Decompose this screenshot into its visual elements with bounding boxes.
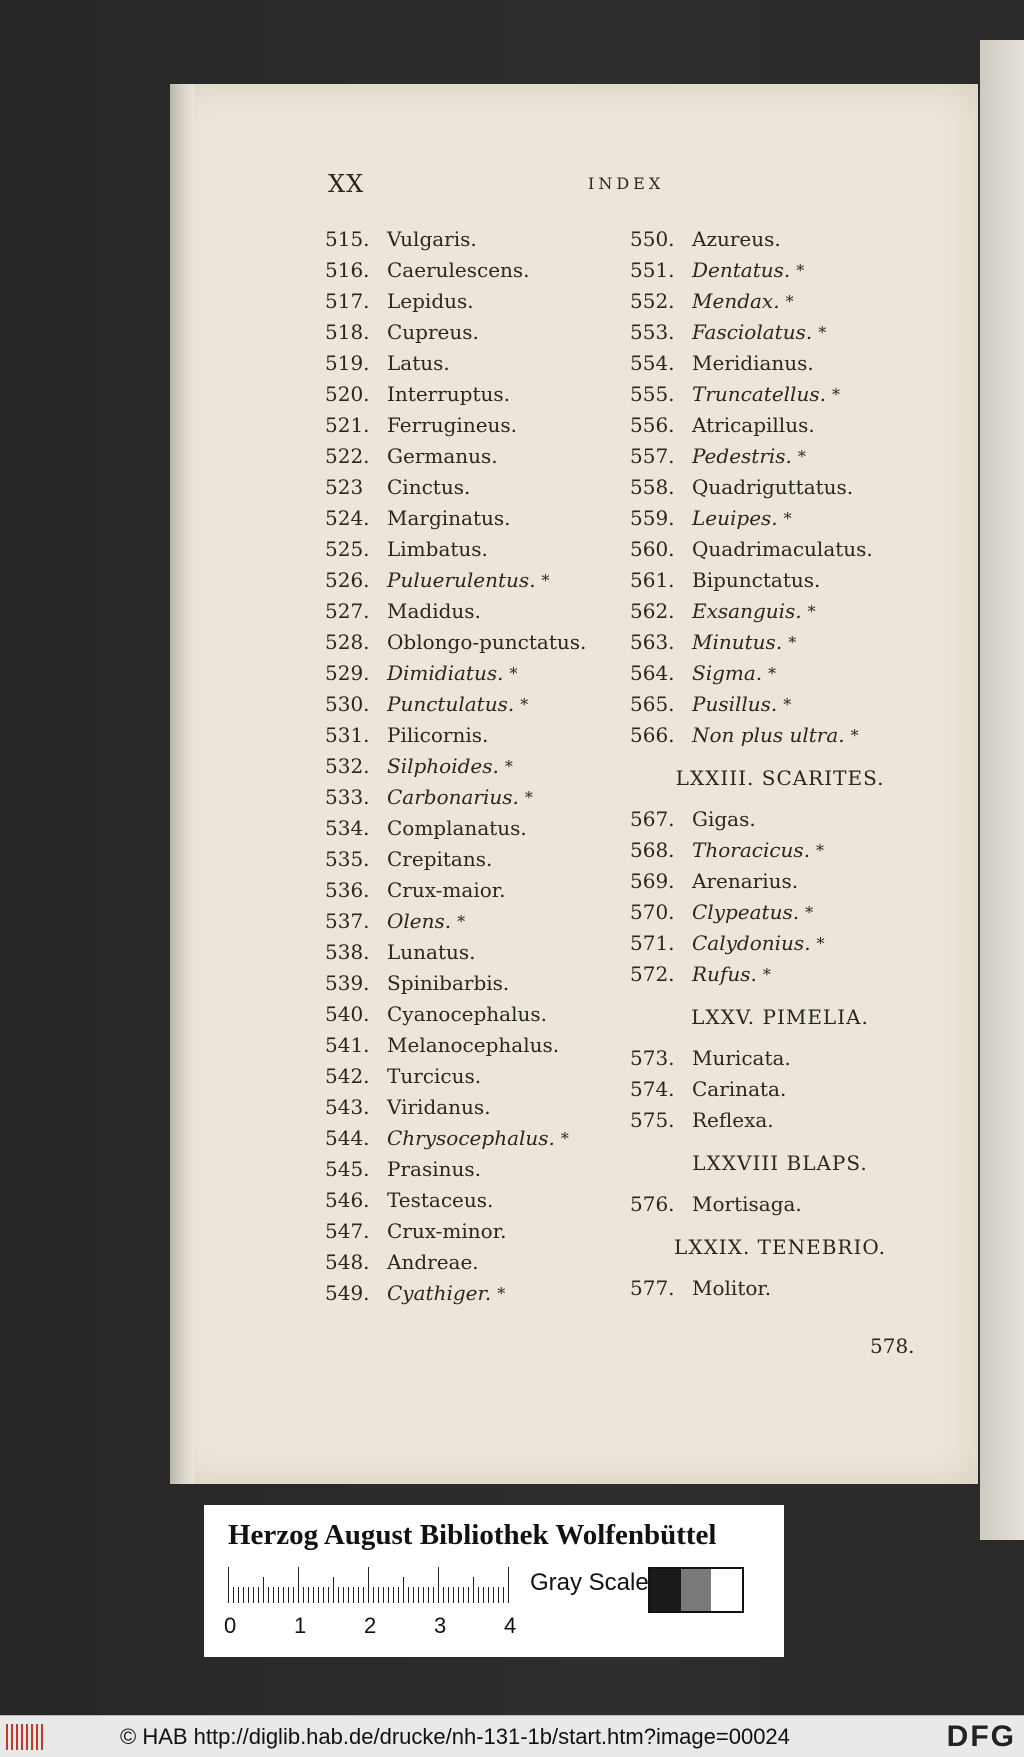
asterisk-mark: * [785, 292, 794, 311]
ruler-tick [473, 1577, 474, 1603]
entry-name: Punctulatus. [387, 692, 515, 716]
index-entry [630, 720, 950, 751]
asterisk-mark: * [768, 664, 777, 683]
index-entry [325, 844, 645, 875]
index-entry [630, 689, 950, 720]
ruler-tick [348, 1587, 349, 1603]
entry-name: Dimidiatus. [387, 661, 504, 685]
entry-name: Cyathiger. [387, 1281, 492, 1305]
footer-link[interactable]: © HAB http://diglib.hab.de/drucke/nh-131-1b/start.htm?image=00024 [120, 1724, 790, 1749]
ruler-tick [343, 1587, 344, 1603]
entry-number: 545. [325, 1157, 370, 1181]
entry-number: 519. [325, 351, 370, 375]
ruler-tick [303, 1587, 304, 1603]
ruler-tick [268, 1587, 269, 1603]
section-heading: LXXV. PIMELIA. [691, 1005, 869, 1029]
index-entry [630, 286, 950, 317]
entry-name: Non plus ultra. [692, 723, 845, 747]
ruler-tick [243, 1587, 244, 1603]
entry-name: Pusillus. [692, 692, 778, 716]
ruler-tick [498, 1587, 499, 1603]
entry-name: Gigas. [692, 807, 756, 831]
entry-name: Rufus. [692, 962, 757, 986]
asterisk-mark: * [520, 695, 529, 714]
entry-number: 522. [325, 444, 370, 468]
entry-number: 557. [630, 444, 675, 468]
entry-number: 540. [325, 1002, 370, 1026]
index-entry [325, 968, 645, 999]
ruler-label-2: 2 [364, 1613, 377, 1638]
ruler-tick [463, 1587, 464, 1603]
entry-number: 573. [630, 1046, 675, 1070]
entry-number: 577. [630, 1276, 675, 1300]
page-number: XX [328, 170, 365, 198]
entry-number: 560. [630, 537, 675, 561]
entry-number: 536. [325, 878, 370, 902]
entry-name: Pedestris. [692, 444, 792, 468]
index-entry [630, 928, 950, 959]
asterisk-mark: * [762, 965, 771, 984]
entry-name: Mortisaga. [692, 1192, 802, 1216]
index-column-right [630, 224, 950, 1304]
asterisk-mark: * [560, 1129, 569, 1148]
barcode-icon [6, 1724, 46, 1750]
index-entry [325, 410, 645, 441]
entry-number: 574. [630, 1077, 675, 1101]
ruler-scale [228, 1567, 518, 1603]
ruler-tick [323, 1587, 324, 1603]
index-entry [325, 1185, 645, 1216]
ruler-label-1: 1 [294, 1613, 307, 1638]
ruler-tick [333, 1577, 334, 1603]
index-entry [325, 255, 645, 286]
entry-name: Andreae. [387, 1250, 479, 1274]
entry-number: 529. [325, 661, 370, 685]
entry-name: Cupreus. [387, 320, 479, 344]
entry-number: 554. [630, 351, 675, 375]
entry-name: Marginatus. [387, 506, 511, 530]
ruler-tick [328, 1587, 329, 1603]
index-entry [630, 410, 950, 441]
index-entry [325, 503, 645, 534]
entry-number: 556. [630, 413, 675, 437]
index-entry [325, 689, 645, 720]
asterisk-mark: * [796, 261, 805, 280]
index-entry [630, 658, 950, 689]
index-entry [630, 596, 950, 627]
entry-number: 528. [325, 630, 370, 654]
ruler-tick [478, 1587, 479, 1603]
index-entry [325, 348, 645, 379]
entry-number: 515. [325, 227, 370, 251]
ruler-tick [398, 1587, 399, 1603]
index-entry [325, 658, 645, 689]
entry-name: Muricata. [692, 1046, 791, 1070]
index-entry [325, 534, 645, 565]
index-entry [630, 379, 950, 410]
entry-number: 547. [325, 1219, 370, 1243]
page-gutter-edge [170, 84, 194, 1484]
ruler-tick [493, 1587, 494, 1603]
index-entry [630, 317, 950, 348]
index-entry [630, 1043, 950, 1074]
ruler-tick [393, 1587, 394, 1603]
index-entry [325, 1123, 645, 1154]
entry-name: Calydonius. [692, 931, 811, 955]
asterisk-mark: * [783, 509, 792, 528]
entry-number: 552. [630, 289, 675, 313]
entry-name: Carinata. [692, 1077, 787, 1101]
index-entry [630, 348, 950, 379]
index-entry [325, 441, 645, 472]
gray-patch-mid [681, 1569, 712, 1611]
section-heading: LXXIX. TENEBRIO. [674, 1235, 886, 1259]
entry-number: 516. [325, 258, 370, 282]
ruler-tick [288, 1587, 289, 1603]
index-entry [325, 1154, 645, 1185]
ruler-tick [443, 1587, 444, 1603]
index-entry [325, 379, 645, 410]
ruler-tick [388, 1587, 389, 1603]
entry-name: Atricapillus. [692, 413, 815, 437]
index-entry [325, 1247, 645, 1278]
ruler-tick [448, 1587, 449, 1603]
ruler-tick [233, 1587, 234, 1603]
index-entry [325, 565, 645, 596]
ruler-tick [253, 1587, 254, 1603]
entry-name: Spinibarbis. [387, 971, 510, 995]
entry-number: 537. [325, 909, 370, 933]
entry-name: Meridianus. [692, 351, 814, 375]
entry-number: 566. [630, 723, 675, 747]
ruler-tick [298, 1567, 299, 1603]
index-entry [325, 782, 645, 813]
entry-name: Truncatellus. [692, 382, 826, 406]
index-entry [325, 627, 645, 658]
ruler-tick [378, 1587, 379, 1603]
index-entry [325, 596, 645, 627]
index-entry [325, 1092, 645, 1123]
index-entry [325, 472, 645, 503]
entry-name: Olens. [387, 909, 452, 933]
entry-number: 546. [325, 1188, 370, 1212]
asterisk-mark: * [805, 903, 814, 922]
entry-number: 570. [630, 900, 675, 924]
asterisk-mark: * [497, 1284, 506, 1303]
entry-name: Viridanus. [387, 1095, 491, 1119]
ruler-tick [428, 1587, 429, 1603]
entry-number: 538. [325, 940, 370, 964]
index-entry [630, 534, 950, 565]
library-name: Herzog August Bibliothek Wolfenbüttel [228, 1519, 717, 1551]
asterisk-mark: * [807, 602, 816, 621]
entry-name: Reflexa. [692, 1108, 774, 1132]
index-entry [630, 1074, 950, 1105]
entry-name: Crux-maior. [387, 878, 506, 902]
catchword: 578. [870, 1334, 915, 1358]
entry-number: 564. [630, 661, 675, 685]
entry-name: Dentatus. [692, 258, 791, 282]
entry-number: 565. [630, 692, 675, 716]
entry-name: Caerulescens. [387, 258, 530, 282]
index-column-left [325, 224, 645, 1309]
ruler-tick [358, 1587, 359, 1603]
grayscale-label: Gray Scale [530, 1569, 649, 1596]
book-page [170, 84, 978, 1484]
entry-number: 520. [325, 382, 370, 406]
ruler-tick [338, 1587, 339, 1603]
entry-number: 531. [325, 723, 370, 747]
ruler-tick [363, 1587, 364, 1603]
entry-name: Leuipes. [692, 506, 778, 530]
entry-number: 572. [630, 962, 675, 986]
index-entry [630, 835, 950, 866]
entry-name: Lunatus. [387, 940, 476, 964]
entry-number: 544. [325, 1126, 370, 1150]
index-entry [325, 751, 645, 782]
entry-name: Testaceus. [387, 1188, 494, 1212]
ruler-label-3: 3 [434, 1613, 447, 1638]
section-heading: LXXVIII BLAPS. [692, 1151, 868, 1175]
running-head [170, 170, 978, 200]
entry-name: Madidus. [387, 599, 481, 623]
entry-number: 525. [325, 537, 370, 561]
ruler-tick [313, 1587, 314, 1603]
entry-name: Interruptus. [387, 382, 510, 406]
index-entry [630, 627, 950, 658]
entry-name: Silphoides. [387, 754, 499, 778]
index-entry [630, 472, 950, 503]
asterisk-mark: * [850, 726, 859, 745]
index-entry [630, 565, 950, 596]
entry-number: 543. [325, 1095, 370, 1119]
ruler-label-0: 0 [224, 1613, 237, 1638]
asterisk-mark: * [818, 323, 827, 342]
ruler-tick [248, 1587, 249, 1603]
ruler-tick [408, 1587, 409, 1603]
entry-number: 555. [630, 382, 675, 406]
entry-name: Bipunctatus. [692, 568, 821, 592]
ruler-tick [383, 1587, 384, 1603]
gray-patch-light [711, 1569, 742, 1611]
entry-name: Limbatus. [387, 537, 488, 561]
entry-name: Fasciolatus. [692, 320, 813, 344]
ruler-tick [238, 1587, 239, 1603]
asterisk-mark: * [788, 633, 797, 652]
entry-number: 524. [325, 506, 370, 530]
grayscale-patches [648, 1567, 744, 1613]
ruler-tick [283, 1587, 284, 1603]
ruler-label-4: 4 [504, 1613, 517, 1638]
index-entry [325, 286, 645, 317]
entry-number: 559. [630, 506, 675, 530]
entry-name: Crux-minor. [387, 1219, 507, 1243]
entry-number: 530. [325, 692, 370, 716]
index-entry [325, 224, 645, 255]
index-entry [325, 875, 645, 906]
entry-number: 527. [325, 599, 370, 623]
entry-number: 517. [325, 289, 370, 313]
entry-name: Oblongo-punctatus. [387, 630, 587, 654]
ruler-tick [293, 1587, 294, 1603]
entry-number: 535. [325, 847, 370, 871]
entry-number: 549. [325, 1281, 370, 1305]
ruler-tick [433, 1587, 434, 1603]
entry-number: 523 [325, 475, 364, 499]
ruler-tick [318, 1587, 319, 1603]
entry-name: Molitor. [692, 1276, 772, 1300]
entry-name: Cyanocephalus. [387, 1002, 547, 1026]
entry-number: 534. [325, 816, 370, 840]
entry-number: 569. [630, 869, 675, 893]
entry-name: Vulgaris. [387, 227, 477, 251]
entry-name: Minutus. [692, 630, 783, 654]
ruler-tick [368, 1567, 369, 1603]
asterisk-mark: * [816, 841, 825, 860]
entry-name: Clypeatus. [692, 900, 800, 924]
entry-name: Germanus. [387, 444, 498, 468]
ruler-tick [508, 1567, 509, 1603]
ruler-tick [423, 1587, 424, 1603]
entry-number: 550. [630, 227, 675, 251]
ruler-tick [413, 1587, 414, 1603]
entry-number: 551. [630, 258, 675, 282]
entry-name: Chrysocephalus. [387, 1126, 555, 1150]
adjacent-page-edge [980, 40, 1024, 1540]
ruler-tick [228, 1567, 229, 1603]
entry-number: 518. [325, 320, 370, 344]
entry-name: Melanocephalus. [387, 1033, 560, 1057]
index-entry [325, 1216, 645, 1247]
entry-number: 563. [630, 630, 675, 654]
entry-number: 526. [325, 568, 370, 592]
entry-number: 576. [630, 1192, 675, 1216]
ruler-tick [483, 1587, 484, 1603]
index-entry [325, 813, 645, 844]
index-entry [630, 897, 950, 928]
asterisk-mark: * [509, 664, 518, 683]
index-entry [325, 720, 645, 751]
entry-name: Turcicus. [387, 1064, 482, 1088]
entry-name: Pilicornis. [387, 723, 489, 747]
entry-number: 571. [630, 931, 675, 955]
index-entry [325, 1061, 645, 1092]
asterisk-mark: * [457, 912, 466, 931]
entry-name: Prasinus. [387, 1157, 481, 1181]
entry-number: 561. [630, 568, 675, 592]
entry-name: Ferrugineus. [387, 413, 518, 437]
entry-name: Quadrimaculatus. [692, 537, 873, 561]
ruler-tick [373, 1587, 374, 1603]
index-entry [325, 1278, 645, 1309]
index-entry [325, 937, 645, 968]
ruler-tick [453, 1587, 454, 1603]
entry-number: 562. [630, 599, 675, 623]
index-entry [630, 503, 950, 534]
ruler-tick [438, 1567, 439, 1603]
ruler-tick [418, 1587, 419, 1603]
ruler-tick [458, 1587, 459, 1603]
index-entry [630, 1273, 950, 1304]
index-entry [325, 999, 645, 1030]
entry-number: 521. [325, 413, 370, 437]
entry-number: 533. [325, 785, 370, 809]
entry-name: Thoracicus. [692, 838, 811, 862]
entry-number: 548. [325, 1250, 370, 1274]
entry-number: 542. [325, 1064, 370, 1088]
colorbar-card [204, 1505, 784, 1657]
entry-name: Puluerulentus. [387, 568, 536, 592]
section-heading: LXXIII. SCARITES. [675, 766, 885, 790]
entry-name: Cinctus. [387, 475, 471, 499]
entry-number: 553. [630, 320, 675, 344]
entry-number: 532. [325, 754, 370, 778]
asterisk-mark: * [797, 447, 806, 466]
ruler-tick [488, 1587, 489, 1603]
ruler-tick [503, 1587, 504, 1603]
index-entry [630, 255, 950, 286]
asterisk-mark: * [541, 571, 550, 590]
asterisk-mark: * [816, 934, 825, 953]
index-entry [630, 866, 950, 897]
entry-name: Quadriguttatus. [692, 475, 854, 499]
entry-name: Carbonarius. [387, 785, 519, 809]
ruler-tick [403, 1577, 404, 1603]
asterisk-mark: * [504, 757, 513, 776]
ruler-tick [263, 1577, 264, 1603]
entry-name: Exsanguis. [692, 599, 802, 623]
index-entry [630, 804, 950, 835]
index-entry [325, 1030, 645, 1061]
entry-number: 575. [630, 1108, 675, 1132]
index-entry [630, 1105, 950, 1136]
entry-number: 567. [630, 807, 675, 831]
entry-name: Arenarius. [692, 869, 799, 893]
running-title: INDEX [588, 174, 665, 193]
entry-name: Mendax. [692, 289, 780, 313]
index-entry [630, 959, 950, 990]
entry-name: Complanatus. [387, 816, 527, 840]
footer-bar [0, 1715, 1024, 1757]
asterisk-mark: * [524, 788, 533, 807]
ruler-tick [308, 1587, 309, 1603]
ruler-tick [468, 1587, 469, 1603]
index-entry [325, 317, 645, 348]
index-entry [630, 224, 950, 255]
asterisk-mark: * [783, 695, 792, 714]
dfg-logo: DFG [946, 1720, 1016, 1753]
entry-number: 539. [325, 971, 370, 995]
entry-name: Crepitans. [387, 847, 493, 871]
entry-name: Sigma. [692, 661, 763, 685]
index-entry [630, 441, 950, 472]
ruler-tick [278, 1587, 279, 1603]
ruler-tick [273, 1587, 274, 1603]
index-entry [630, 1189, 950, 1220]
asterisk-mark: * [831, 385, 840, 404]
entry-name: Latus. [387, 351, 450, 375]
entry-number: 568. [630, 838, 675, 862]
gray-patch-dark [650, 1569, 681, 1611]
index-entry [325, 906, 645, 937]
ruler-tick [258, 1587, 259, 1603]
entry-number: 558. [630, 475, 675, 499]
ruler-tick [353, 1587, 354, 1603]
entry-number: 541. [325, 1033, 370, 1057]
entry-name: Azureus. [692, 227, 781, 251]
entry-name: Lepidus. [387, 289, 474, 313]
